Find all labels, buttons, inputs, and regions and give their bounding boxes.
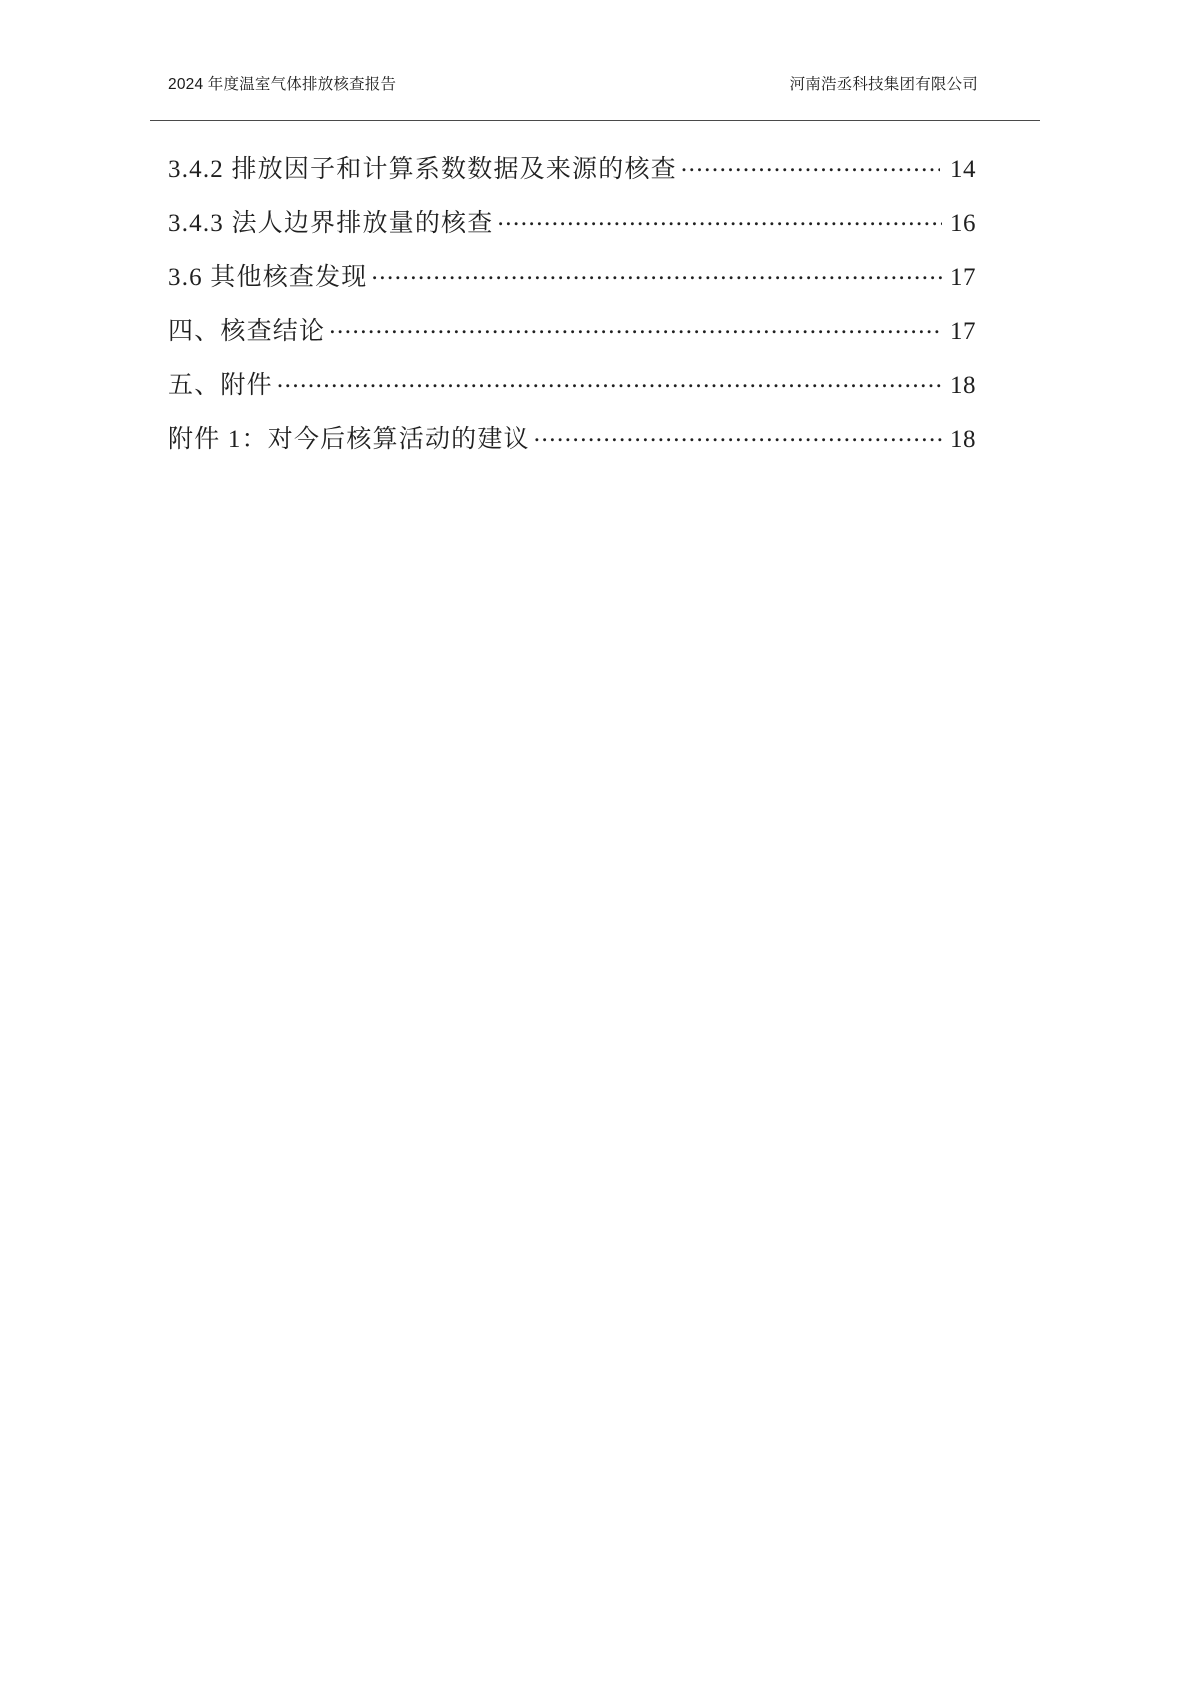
toc-entry[interactable] — [168, 194, 976, 248]
toc-entry-label: 四、核查结论 — [168, 318, 326, 345]
toc-entry[interactable] — [168, 140, 976, 194]
toc-entry-page: 18 — [950, 372, 976, 399]
toc-entry-label: 3.6 其他核查发现 — [168, 264, 368, 291]
table-of-contents — [168, 140, 976, 464]
toc-entry[interactable] — [168, 356, 976, 410]
header-company-name: 河南浩丞科技集团有限公司 — [789, 76, 978, 93]
toc-entry-page: 17 — [950, 264, 976, 291]
toc-leader-dots — [277, 368, 942, 393]
toc-entry-page: 17 — [950, 318, 976, 345]
toc-entry[interactable] — [168, 248, 976, 302]
toc-entry[interactable] — [168, 302, 976, 356]
toc-leader-dots — [497, 206, 942, 231]
toc-entry[interactable] — [168, 410, 976, 464]
page-header — [168, 72, 978, 94]
toc-leader-dots — [681, 152, 940, 177]
toc-entry-label: 3.4.3 法人边界排放量的核查 — [168, 210, 494, 237]
toc-leader-dots — [372, 260, 942, 285]
header-divider — [150, 120, 1040, 121]
toc-entry-label: 附件 1：对今后核算活动的建议 — [168, 426, 530, 453]
toc-entry-page: 14 — [950, 156, 976, 183]
toc-entry-label: 3.4.2 排放因子和计算系数数据及来源的核查 — [168, 156, 677, 183]
toc-leader-dots — [534, 422, 942, 447]
header-report-title: 2024 年度温室气体排放核查报告 — [168, 76, 397, 93]
toc-entry-page: 18 — [950, 426, 976, 453]
toc-leader-dots — [329, 314, 942, 339]
toc-entry-page: 16 — [950, 210, 976, 237]
toc-entry-label: 五、附件 — [168, 372, 273, 399]
